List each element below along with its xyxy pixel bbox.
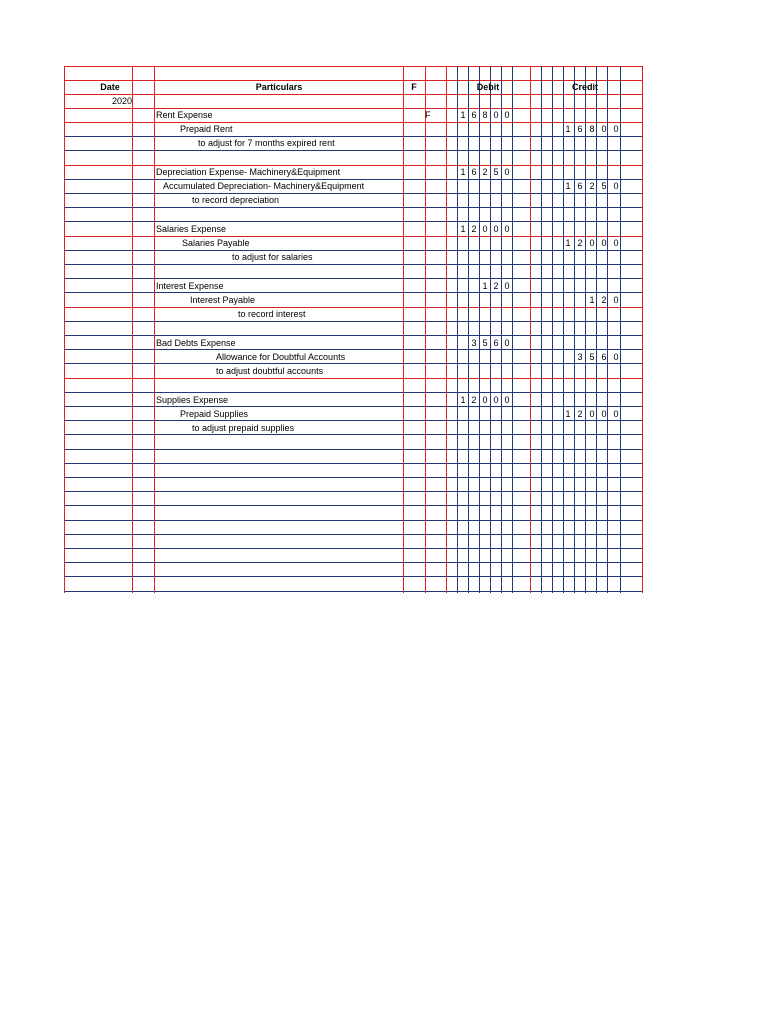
grid-row-line [64, 236, 642, 237]
narration: to record interest [238, 309, 306, 319]
folio-mark: F [425, 110, 431, 120]
credit-amount-digit: 6 [577, 124, 583, 134]
grid-column-line [425, 66, 426, 593]
credit-account: Salaries Payable [182, 238, 250, 248]
grid-row-line [64, 349, 642, 350]
grid-row-line [64, 378, 642, 379]
debit-amount-digit: 6 [493, 338, 499, 348]
grid-column-line [541, 66, 542, 593]
grid-row-line [64, 335, 642, 336]
debit-amount-digit: 0 [493, 224, 499, 234]
grid-column-line [446, 66, 447, 593]
grid-row-line [64, 392, 642, 393]
debit-amount-digit: 1 [460, 395, 466, 405]
grid-row-line [64, 264, 642, 265]
grid-row-line [64, 66, 642, 67]
debit-amount-digit: 3 [471, 338, 477, 348]
credit-amount-digit: 0 [613, 181, 619, 191]
credit-amount-digit: 0 [613, 352, 619, 362]
credit-amount-digit: 2 [601, 295, 607, 305]
debit-amount-digit: 0 [504, 338, 510, 348]
grid-row-line [64, 165, 642, 166]
grid-row-line [64, 463, 642, 464]
debit-amount-digit: 6 [471, 110, 477, 120]
year-cell: 2020 [111, 96, 132, 106]
grid-column-line [490, 66, 491, 593]
grid-column-line [64, 66, 65, 593]
debit-account: Rent Expense [156, 110, 213, 120]
grid-row-line [64, 591, 642, 592]
grid-row-line [64, 491, 642, 492]
debit-amount-digit: 8 [482, 110, 488, 120]
grid-column-line [512, 66, 513, 593]
grid-column-line [552, 66, 553, 593]
credit-amount-digit: 6 [577, 181, 583, 191]
credit-amount-digit: 1 [589, 295, 595, 305]
grid-row-line [64, 477, 642, 478]
grid-row-line [64, 363, 642, 364]
narration: to adjust prepaid supplies [192, 423, 295, 433]
credit-account: Interest Payable [190, 295, 256, 305]
debit-amount-digit: 0 [493, 110, 499, 120]
grid-column-line [132, 66, 133, 593]
credit-amount-digit: 0 [613, 238, 619, 248]
grid-column-line [563, 66, 564, 593]
grid-row-line [64, 434, 642, 435]
debit-amount-digit: 0 [482, 224, 488, 234]
debit-amount-digit: 1 [460, 224, 466, 234]
grid-row-line [64, 150, 642, 151]
grid-row-line [64, 122, 642, 123]
credit-amount-digit: 0 [601, 409, 607, 419]
grid-row-line [64, 250, 642, 251]
narration: to record depreciation [192, 195, 280, 205]
grid-row-line [64, 94, 642, 95]
grid-row-line [64, 420, 642, 421]
credit-account: Prepaid Rent [180, 124, 233, 134]
grid-row-line [64, 193, 642, 194]
grid-row-line [64, 321, 642, 322]
credit-account: Allowance for Doubtful Accounts [216, 352, 346, 362]
credit-amount-digit: 0 [601, 124, 607, 134]
grid-column-line [585, 66, 586, 593]
debit-account: Supplies Expense [156, 395, 229, 405]
debit-account: Depreciation Expense- Machinery&Equipment [156, 167, 341, 177]
debit-amount-digit: 2 [471, 395, 477, 405]
credit-amount-digit: 5 [589, 352, 595, 362]
debit-amount-digit: 0 [504, 281, 510, 291]
debit-account: Salaries Expense [156, 224, 227, 234]
credit-amount-digit: 0 [589, 238, 595, 248]
particulars-header: Particulars [255, 82, 303, 92]
grid-column-line [457, 66, 458, 593]
debit-amount-digit: 0 [504, 395, 510, 405]
grid-column-line [596, 66, 597, 593]
grid-column-line [574, 66, 575, 593]
credit-header: Credit [571, 82, 598, 92]
credit-amount-digit: 5 [601, 181, 607, 191]
debit-amount-digit: 0 [482, 395, 488, 405]
credit-amount-digit: 0 [613, 295, 619, 305]
credit-amount-digit: 2 [577, 409, 583, 419]
credit-amount-digit: 1 [565, 409, 571, 419]
credit-amount-digit: 1 [565, 124, 571, 134]
credit-amount-digit: 6 [601, 352, 607, 362]
grid-column-line [154, 66, 155, 593]
debit-amount-digit: 6 [471, 167, 477, 177]
debit-amount-digit: 2 [482, 167, 488, 177]
grid-row-line [64, 449, 642, 450]
debit-amount-digit: 0 [493, 395, 499, 405]
debit-amount-digit: 0 [504, 167, 510, 177]
grid-row-line [64, 576, 642, 577]
grid-row-line [64, 136, 642, 137]
credit-amount-digit: 1 [565, 238, 571, 248]
date-header: Date [100, 82, 120, 92]
debit-account: Bad Debts Expense [156, 338, 236, 348]
debit-amount-digit: 5 [493, 167, 499, 177]
debit-amount-digit: 2 [493, 281, 499, 291]
grid-row-line [64, 278, 642, 279]
grid-row-line [64, 534, 642, 535]
grid-row-line [64, 207, 642, 208]
folio-header: F [411, 82, 417, 92]
grid-row-line [64, 562, 642, 563]
grid-column-line [479, 66, 480, 593]
grid-column-line [468, 66, 469, 593]
grid-column-line [620, 66, 621, 593]
grid-row-line [64, 292, 642, 293]
debit-amount-digit: 1 [460, 110, 466, 120]
grid-row-line [64, 520, 642, 521]
debit-amount-digit: 1 [482, 281, 488, 291]
grid-row-line [64, 505, 642, 506]
credit-amount-digit: 0 [589, 409, 595, 419]
credit-account: Accumulated Depreciation- Machinery&Equipment [163, 181, 365, 191]
grid-column-line [607, 66, 608, 593]
debit-header: Debit [476, 82, 500, 92]
grid-column-line [642, 66, 643, 593]
grid-row-line [64, 221, 642, 222]
debit-amount-digit: 2 [471, 224, 477, 234]
grid-column-line [403, 66, 404, 593]
grid-row-line [64, 548, 642, 549]
credit-amount-digit: 1 [565, 181, 571, 191]
narration: to adjust doubtful accounts [216, 366, 324, 376]
credit-amount-digit: 8 [589, 124, 595, 134]
grid-row-line [64, 108, 642, 109]
grid-column-line [501, 66, 502, 593]
debit-amount-digit: 1 [460, 167, 466, 177]
debit-amount-digit: 0 [504, 224, 510, 234]
credit-amount-digit: 2 [589, 181, 595, 191]
debit-amount-digit: 5 [482, 338, 488, 348]
debit-account: Interest Expense [156, 281, 224, 291]
credit-amount-digit: 2 [577, 238, 583, 248]
grid-row-line [64, 307, 642, 308]
grid-column-line [530, 66, 531, 593]
credit-amount-digit: 0 [601, 238, 607, 248]
credit-account: Prepaid Supplies [180, 409, 249, 419]
grid-row-line [64, 406, 642, 407]
narration: to adjust for 7 months expired rent [198, 138, 335, 148]
debit-amount-digit: 0 [504, 110, 510, 120]
credit-amount-digit: 0 [613, 124, 619, 134]
credit-amount-digit: 0 [613, 409, 619, 419]
credit-amount-digit: 3 [577, 352, 583, 362]
narration: to adjust for salaries [232, 252, 313, 262]
